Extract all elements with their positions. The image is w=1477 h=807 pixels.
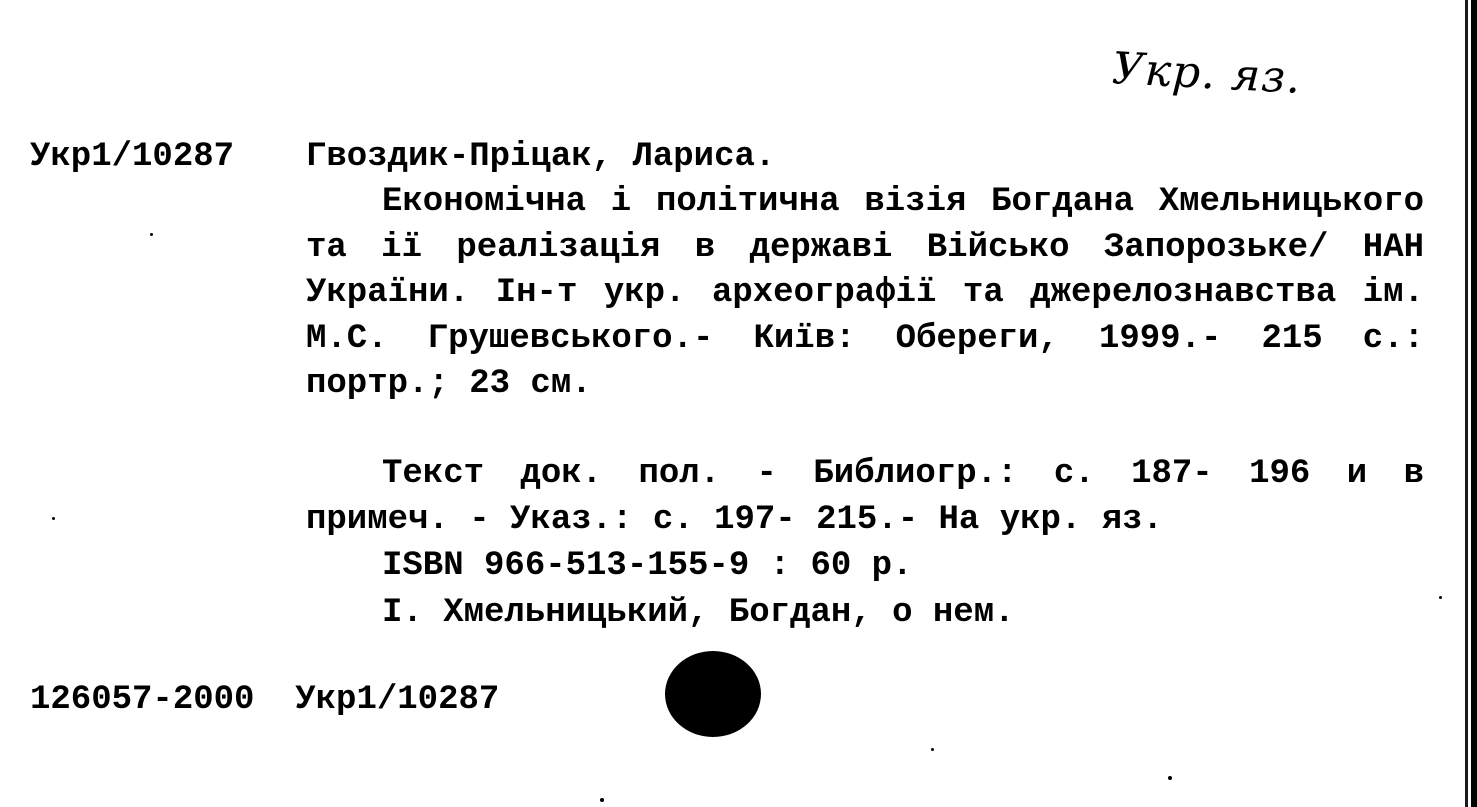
bibliographic-notes: Текст док. пол. - Библиогр.: с. 187- 196 и в примеч. - Указ.: с. 197- 215.- На укр. яз. [306,455,1424,539]
bibliographic-description: Економічна і політична візія Богдана Хмельницького та ії реалізація в державі Військо Запорозьке/ НАН України. Ін-т укр. археографії та джерелознавства ім. М.С. Грушевського.- Київ: Обереги, 1999.- 215 с.: портр.; 23 см. [306,183,1424,403]
author-heading: Гвоздик-Пріцак, Лариса. [306,138,776,176]
speck [150,233,153,236]
speck [1439,596,1442,599]
speck [1168,776,1172,780]
accession-line [30,680,499,720]
punch-hole [665,651,761,737]
isbn-price: ISBN 966-513-155-9 : 60 р. [382,547,913,585]
speck [931,748,934,751]
speck [52,517,55,520]
shelf-mark: Укр1/10287 [30,138,235,176]
card-edge-border [1471,0,1477,807]
speck [600,798,604,802]
accession-shelf-mark: Укр1/10287 [295,681,500,719]
handwritten-note: Укр. яз. [1110,43,1303,104]
accession-number: 126057-2000 [30,681,255,719]
card-edge-shadow [1465,0,1468,807]
subject-entry: I. Хмельницький, Богдан, о нем. [382,594,1015,632]
